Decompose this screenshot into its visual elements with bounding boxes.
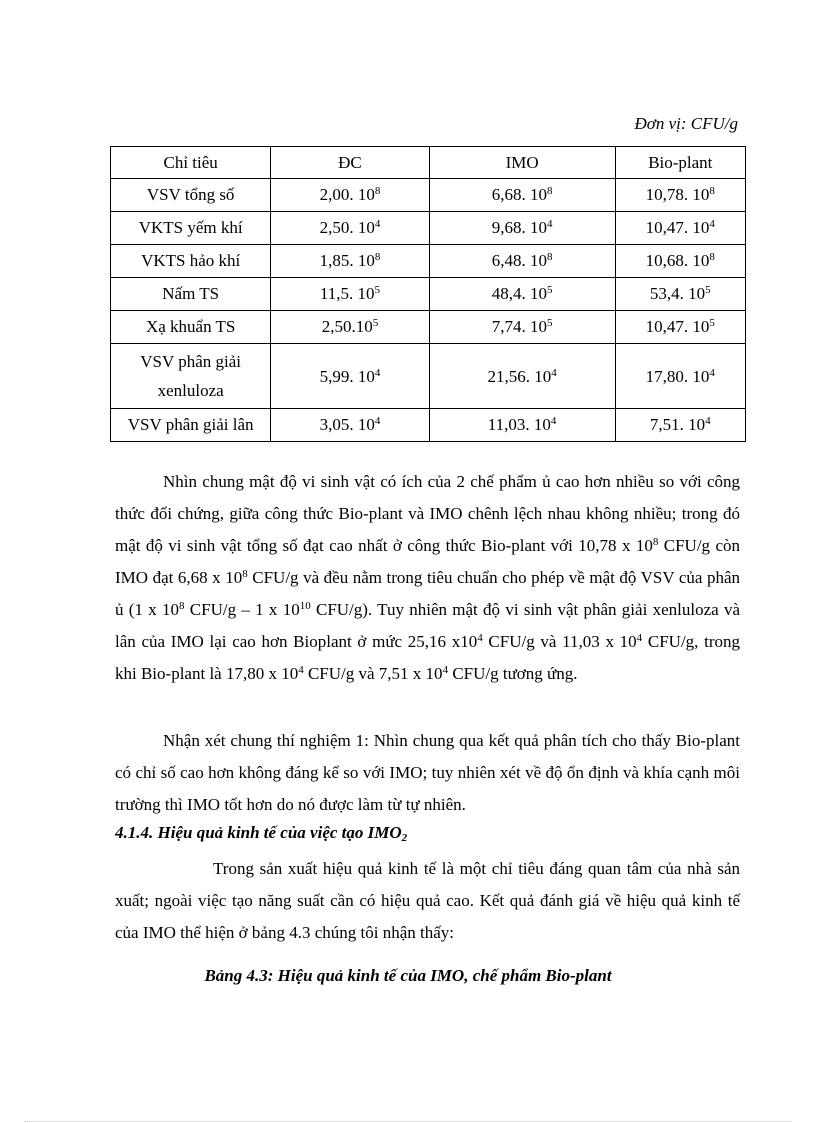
row-label: VSV tổng số: [111, 179, 271, 212]
cell-imo: 6,48. $10^8$: [429, 245, 615, 278]
header-imo: IMO: [429, 147, 615, 179]
row-label: VKTS hảo khí: [111, 245, 271, 278]
table-row: [111, 344, 746, 409]
paragraph-conclusion: Nhận xét chung thí nghiệm 1: Nhìn chung qua kết quả phân tích cho thấy Bio-plant có chỉ số cao hơn không đáng kể so với IMO; tuy nhiên xét về độ ổn định và khía cạnh môi trường thì IMO tốt hơn do nó được làm từ tự nhiên.: [115, 731, 740, 814]
header-dc: ĐC: [271, 147, 429, 179]
cell-imo: 11,03. $10^4$: [429, 409, 615, 442]
page-bottom-rule: [24, 1121, 792, 1122]
row-label: VSV phân giải lân: [111, 409, 271, 442]
row-label: Xạ khuẩn TS: [111, 311, 271, 344]
table-row: [111, 278, 746, 311]
cell-bioplant: 53,4. $10^5$: [615, 278, 745, 311]
microbe-density-table: [110, 146, 746, 442]
table-row: [111, 245, 746, 278]
cell-bioplant: 10,78. $10^8$: [615, 179, 745, 212]
table-row: [111, 409, 746, 442]
cell-bioplant: 7,51. $10^4$: [615, 409, 745, 442]
cell-dc: 2,50.10$^5$: [271, 311, 429, 344]
cell-bioplant: 10,68. $10^8$: [615, 245, 745, 278]
paragraph-economic: Trong sản xuất hiệu quả kinh tế là một chỉ tiêu đáng quan tâm của nhà sản xuất; ngoài việc tạo năng suất cần có hiệu quả cao. Kết quả đánh giá về hiệu quả kinh tế của IMO thể hiện ở bảng 4.3 chúng tôi nhận thấy:: [115, 859, 740, 942]
table-row: [111, 311, 746, 344]
cell-dc: 2,50. $10^4$: [271, 212, 429, 245]
row-label: VSV phân giải xenluloza: [111, 344, 271, 409]
table-caption: Bảng 4.3: Hiệu quả kinh tế của IMO, chế phẩm Bio-plant: [204, 966, 612, 985]
cell-imo: 7,74. $10^5$: [429, 311, 615, 344]
cell-bioplant: 10,47. $10^4$: [615, 212, 745, 245]
row-label: Nấm TS: [111, 278, 271, 311]
unit-label: Đơn vị: CFU/g: [634, 114, 738, 133]
section-heading: 4.1.4. Hiệu quả kinh tế của việc tạo $IMO_2$: [115, 823, 408, 844]
row-label: VKTS yếm khí: [111, 212, 271, 245]
cell-imo: 9,68. $10^4$: [429, 212, 615, 245]
cell-dc: 1,85. $10^8$: [271, 245, 429, 278]
header-bioplant: Bio-plant: [615, 147, 745, 179]
cell-bioplant: 17,80. $10^4$: [615, 344, 745, 409]
cell-bioplant: 10,47. $10^5$: [615, 311, 745, 344]
cell-imo: 6,68. $10^8$: [429, 179, 615, 212]
cell-imo: 48,4. $10^5$: [429, 278, 615, 311]
header-indicator: Chỉ tiêu: [111, 147, 271, 179]
table-header-row: [111, 147, 746, 179]
cell-dc: 5,99. $10^4$: [271, 344, 429, 409]
cell-imo: 21,56. $10^4$: [429, 344, 615, 409]
cell-dc: 2,00. $10^8$: [271, 179, 429, 212]
cell-dc: 11,5. $10^5$: [271, 278, 429, 311]
table-row: [111, 212, 746, 245]
table-row: [111, 179, 746, 212]
paragraph-results: Nhìn chung mật độ vi sinh vật có ích của 2 chế phẩm ủ cao hơn nhiều so với công thức đối chứng, giữa công thức Bio-plant và IMO chênh lệch nhau không nhiều; trong đó mật độ vi sinh vật tổng số đạt cao nhất ở công thức Bio-plant với 10,78 x $10^8$ CFU/g còn IMO đạt 6,68 x $10^8$ CFU/g và đều nằm trong tiêu chuẩn cho phép về mật độ VSV của phân ủ (1 x $10^8$ CFU/g – 1 x $10^{10}$ CFU/g). Tuy nhiên mật độ vi sinh vật phân giải xenluloza và lân của IMO lại cao hơn Bioplant ở mức 25,16 $x10^4$ CFU/g và 11,03 x $10^4$ CFU/g, trong khi Bio-plant là 17,80 x $10^4$ CFU/g và 7,51 x $10^4$ CFU/g tương ứng.: [115, 472, 741, 683]
cell-dc: 3,05. $10^4$: [271, 409, 429, 442]
